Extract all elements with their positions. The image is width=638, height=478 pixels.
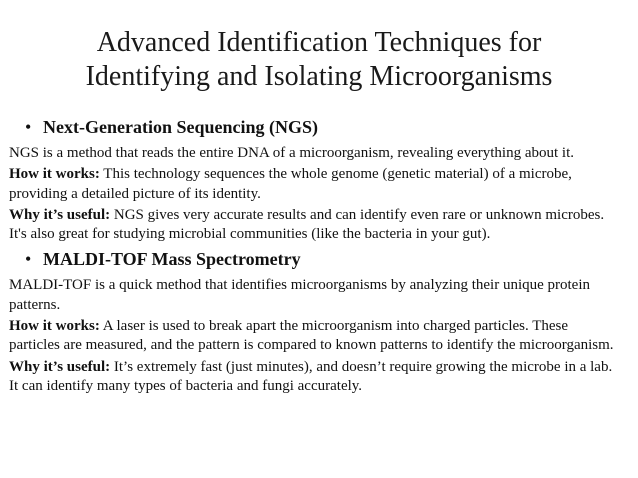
slide-title-line-2: Identifying and Isolating Microorganisms xyxy=(85,61,553,92)
section-heading-text: MALDI-TOF Mass Spectrometry xyxy=(43,249,301,270)
slide-title-line-1: Advanced Identification Techniques for xyxy=(96,27,542,58)
ngs-description: NGS is a method that reads the entire DNA of a microorganism, revealing everything about it. xyxy=(9,145,574,161)
why-useful-text: NGS gives very accurate results and can identify even rare or unknown microbes. It's also great for studying microbial communities (like the bacteria in your gut). xyxy=(9,206,605,243)
why-useful-label: Why it’s useful: xyxy=(9,206,111,223)
bullet-icon: • xyxy=(25,249,32,270)
slide-body xyxy=(9,116,621,398)
how-it-works-text: This technology sequences the whole genome (genetic material) of a microbe, providing a detailed picture of its identity. xyxy=(9,166,572,202)
ngs-how-it-works xyxy=(9,165,621,204)
ngs-why-useful xyxy=(9,206,621,245)
slide-title xyxy=(0,26,638,94)
bullet-icon: • xyxy=(25,117,32,137)
section-heading-ngs xyxy=(9,116,621,138)
maldi-why-useful xyxy=(9,358,621,397)
section-heading-text: Next-Generation Sequencing (NGS) xyxy=(43,117,318,137)
how-it-works-label: How it works: xyxy=(9,318,100,335)
maldi-how-it-works xyxy=(9,317,621,356)
maldi-description: MALDI-TOF is a quick method that identifies microorganisms by analyzing their unique protein patterns. xyxy=(9,277,591,313)
why-useful-label: Why it’s useful: xyxy=(9,358,111,375)
why-useful-text: It’s extremely fast (just minutes), and doesn’t require growing the microbe in a lab. It can identify many types of bacteria and fungi accurately. xyxy=(9,358,613,394)
how-it-works-label: How it works: xyxy=(9,166,100,183)
how-it-works-text: A laser is used to break apart the microorganism into charged particles. These particles are measured, and the pattern is compared to known patterns to identify the microorganism. xyxy=(9,318,614,354)
section-heading-maldi-tof xyxy=(9,248,621,270)
